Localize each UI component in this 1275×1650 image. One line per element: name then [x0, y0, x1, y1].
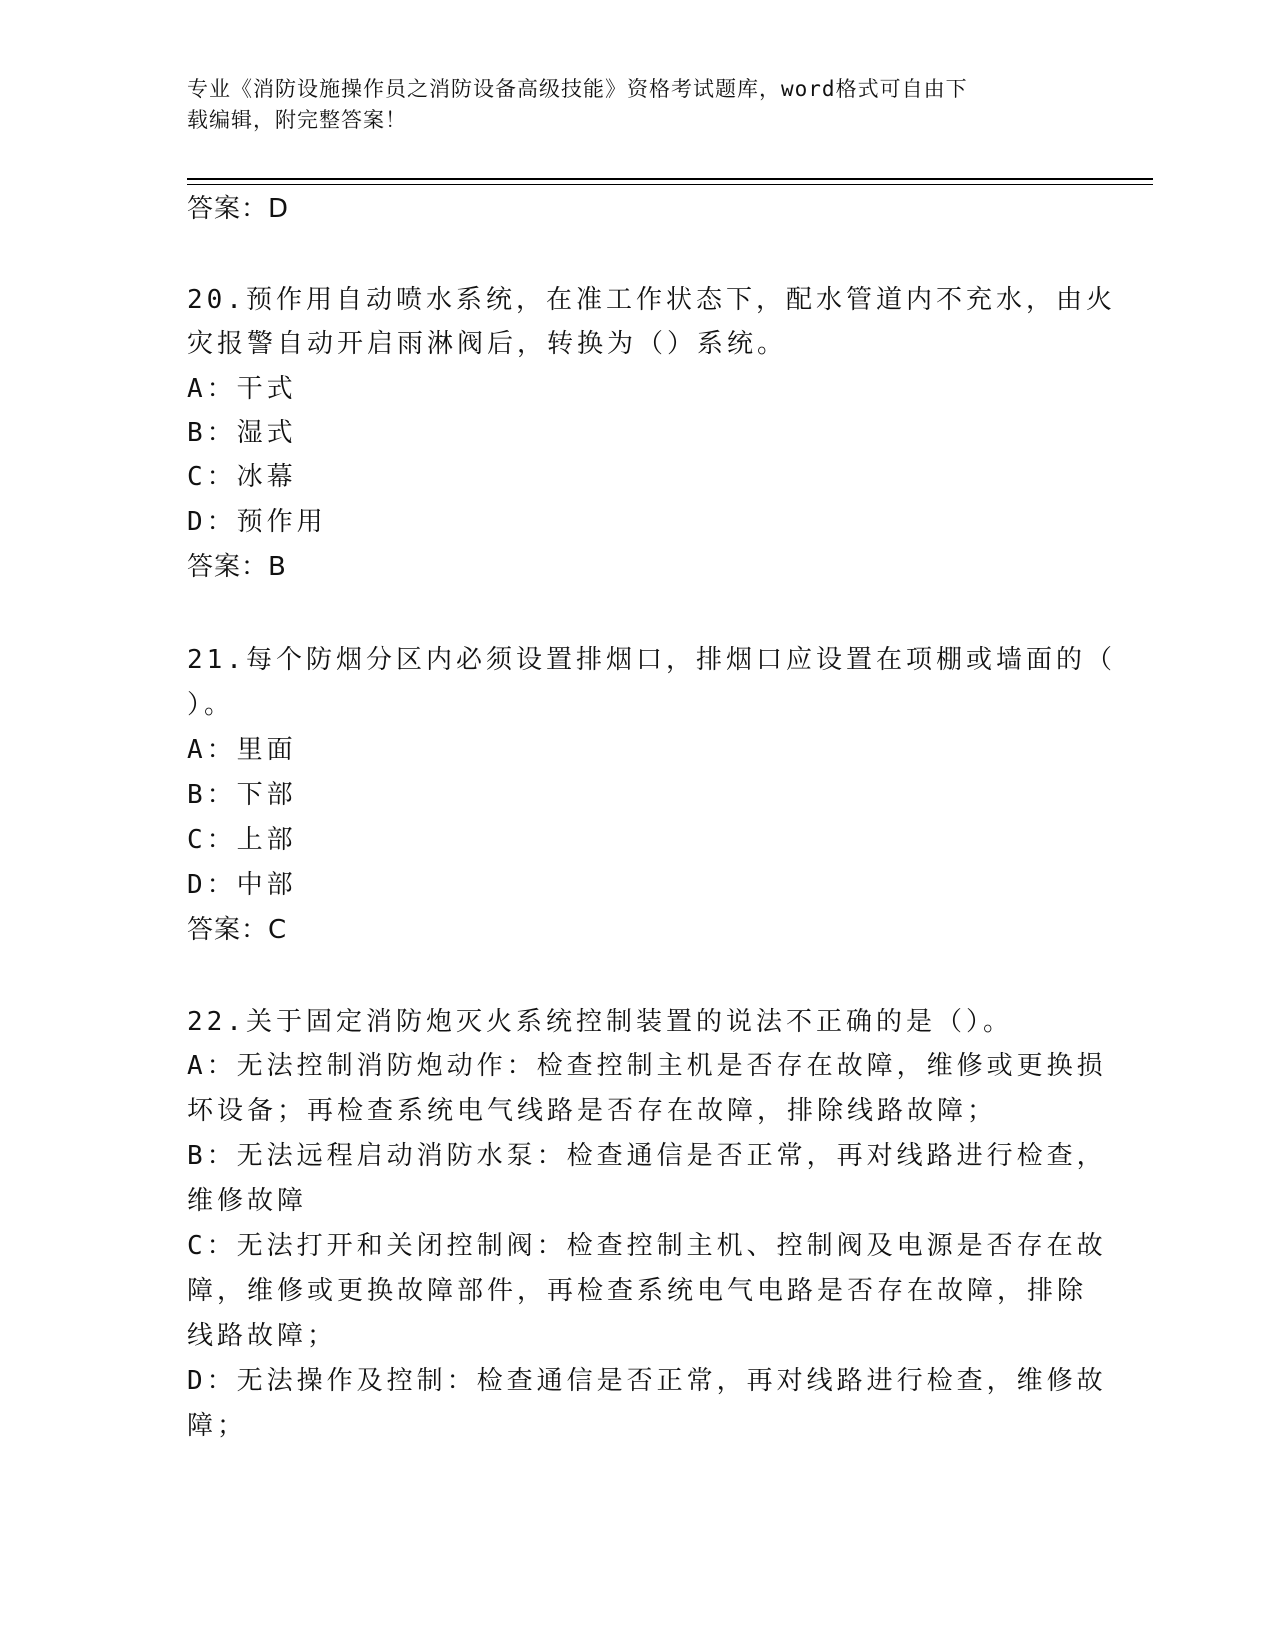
question-22-option-a-line-2: 坏设备；再检查系统电气线路是否存在故障，排除线路故障； [187, 1096, 998, 1126]
question-22-stem-line-1: 22.关于固定消防炮灭火系统控制装置的说法不正确的是（）。 [187, 1007, 1013, 1037]
question-22-option-c-line-1: C：无法打开和关闭控制阀：检查控制主机、控制阀及电源是否存在故 [187, 1231, 1107, 1261]
question-21-option-d: D：中部 [187, 870, 297, 900]
question-21-option-b: B：下部 [187, 780, 297, 810]
question-22-option-b-line-1: B：无法远程启动消防水泵：检查通信是否正常，再对线路进行检查， [187, 1141, 1107, 1171]
question-22-option-c-line-2: 障，维修或更换故障部件，再检查系统电气电路是否存在故障，排除 [187, 1276, 1088, 1306]
question-20-stem-line-2: 灾报警自动开启雨淋阀后，转换为（）系统。 [187, 329, 788, 359]
question-21-answer: 答案：C [187, 915, 288, 945]
question-21-option-c: C：上部 [187, 825, 297, 855]
question-21-stem-line-1: 21.每个防烟分区内必须设置排烟口，排烟口应设置在项棚或墙面的（ [187, 645, 1116, 675]
previous-answer: 答案：D [187, 194, 290, 224]
question-22-option-d-line-2: 障； [187, 1411, 248, 1441]
question-20-option-d: D：预作用 [187, 507, 327, 537]
document-header [187, 74, 1067, 136]
question-21-stem-line-2: ）。 [187, 690, 235, 720]
question-20-option-c: C：冰幕 [187, 462, 297, 492]
question-22-option-b-line-2: 维修故障 [187, 1186, 308, 1216]
question-22-option-a-line-1: A：无法控制消防炮动作：检查控制主机是否存在故障，维修或更换损 [187, 1051, 1107, 1081]
question-22-option-c-line-3: 线路故障； [187, 1321, 338, 1351]
question-20-answer: 答案：B [187, 552, 287, 582]
header-line-2: 载编辑，附完整答案！ [187, 108, 407, 132]
header-divider-thick [187, 178, 1153, 180]
question-22-option-d-line-1: D：无法操作及控制：检查通信是否正常，再对线路进行检查，维修故 [187, 1366, 1107, 1396]
header-line-1: 专业《消防设施操作员之消防设备高级技能》资格考试题库，word格式可自由下 [187, 77, 968, 101]
question-20-option-a: A：干式 [187, 374, 297, 404]
question-20-stem-line-1: 20.预作用自动喷水系统，在准工作状态下，配水管道内不充水，由火 [187, 285, 1116, 315]
question-21-option-a: A：里面 [187, 735, 297, 765]
header-divider-thin [187, 184, 1153, 185]
question-20-option-b: B：湿式 [187, 418, 297, 448]
